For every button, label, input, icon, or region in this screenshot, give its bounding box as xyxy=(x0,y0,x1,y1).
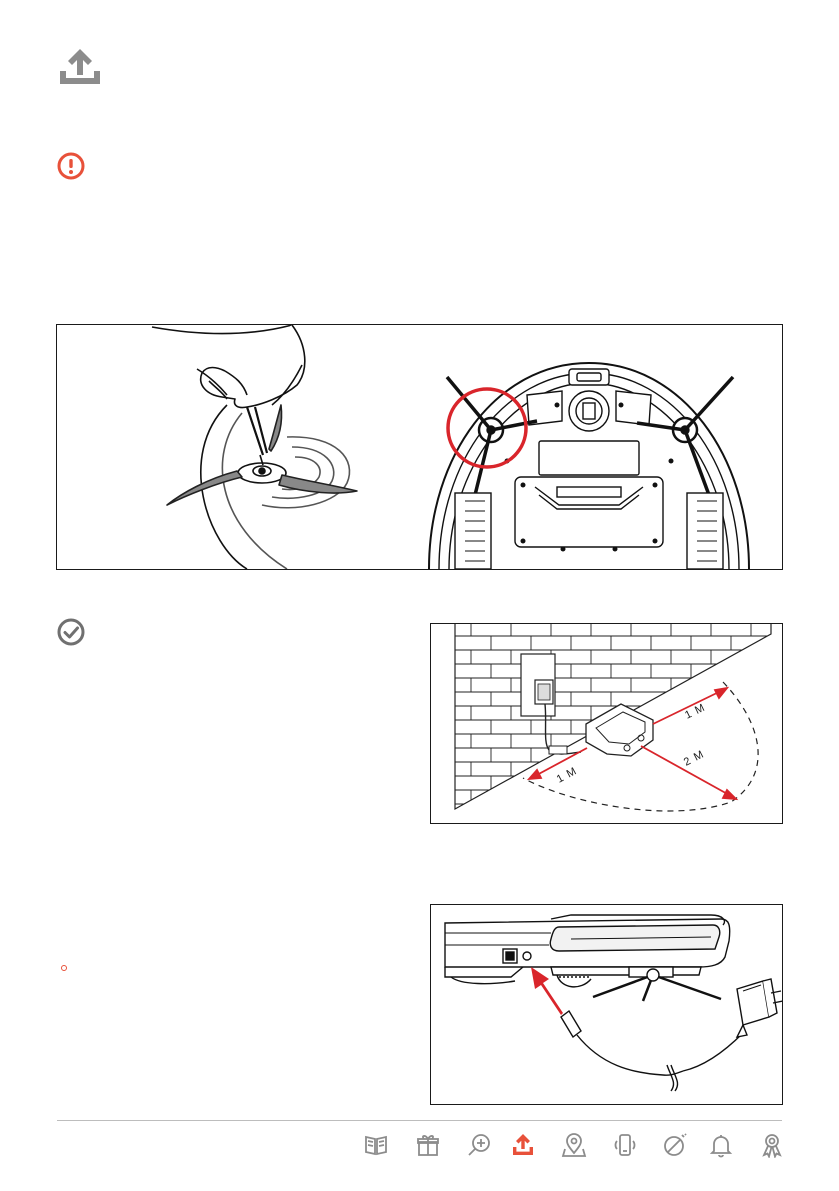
footer-divider xyxy=(57,1120,782,1121)
label-2m-front: 2 M xyxy=(681,748,707,769)
book-icon[interactable] xyxy=(362,1131,390,1159)
robot-underside-illustration xyxy=(429,363,749,569)
award-ribbon-icon[interactable] xyxy=(758,1131,786,1159)
crossed-circle-icon[interactable] xyxy=(661,1131,689,1159)
label-1m-right: 1 M xyxy=(683,701,708,722)
zoom-in-icon[interactable] xyxy=(465,1131,493,1159)
hand-screwdriver-illustration xyxy=(152,325,357,569)
bell-icon[interactable] xyxy=(707,1131,735,1159)
exclamation-circle-icon xyxy=(56,151,86,181)
header-upload-icon xyxy=(57,45,103,87)
figure-dock-placement xyxy=(430,623,783,824)
vibrating-phone-icon[interactable] xyxy=(611,1131,639,1159)
bullet-marker xyxy=(61,965,67,971)
figure-charging-connection xyxy=(430,904,783,1105)
gift-box-icon[interactable] xyxy=(414,1131,442,1159)
upload-icon[interactable] xyxy=(509,1131,537,1159)
label-1m-left: 1 M xyxy=(554,765,580,786)
checkmark-circle-icon xyxy=(56,617,86,647)
map-pin-icon[interactable] xyxy=(560,1131,588,1159)
figure-side-brush-removal xyxy=(56,324,783,570)
